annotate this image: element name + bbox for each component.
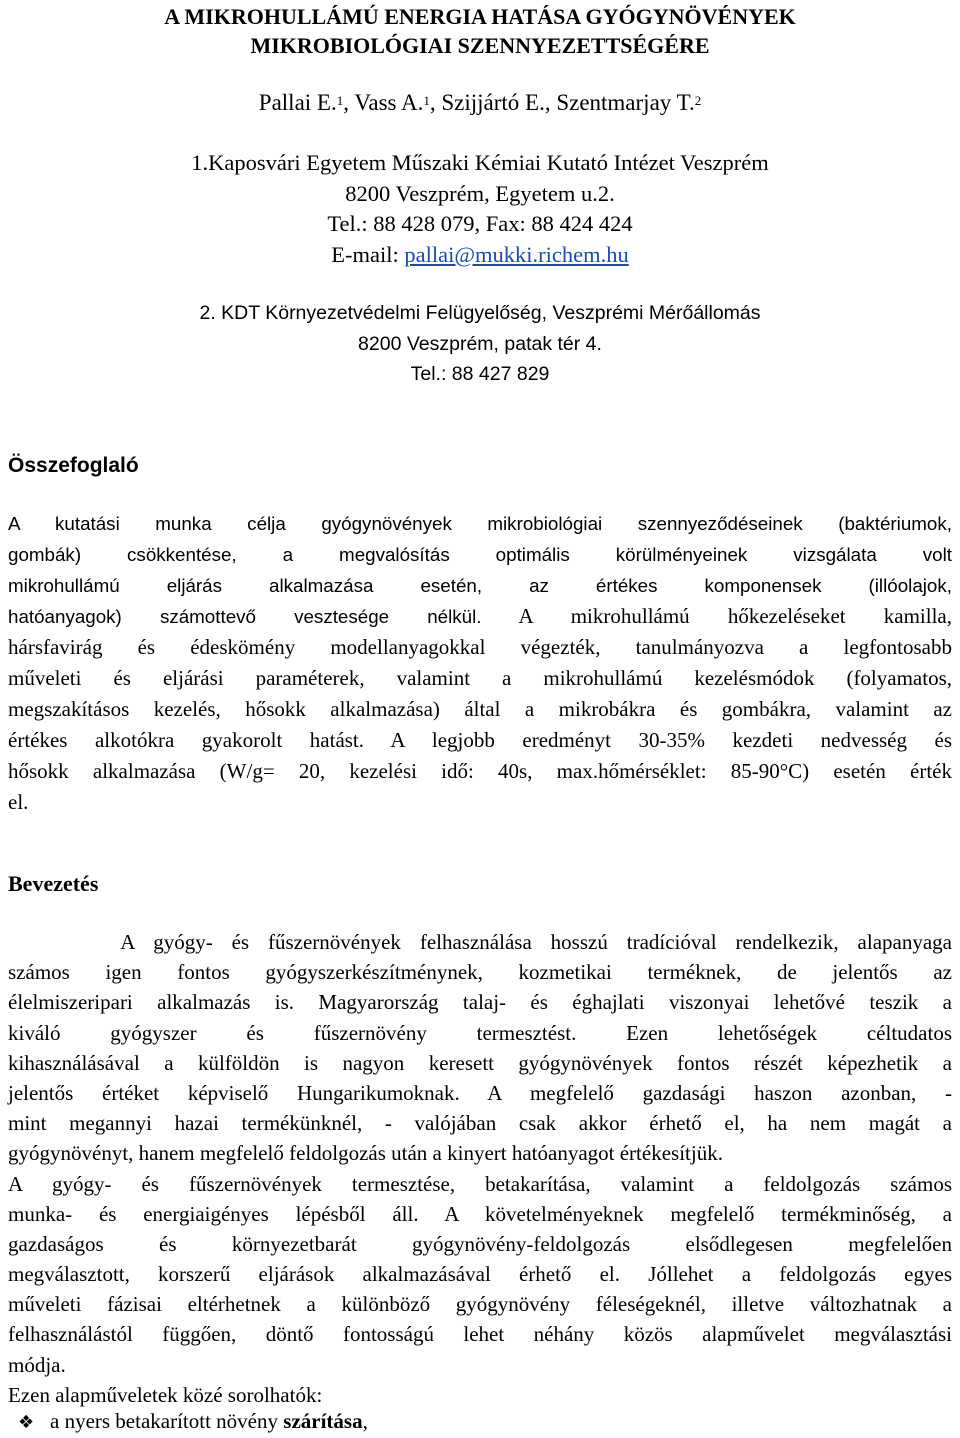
intro-line: Ezen alapműveletek közé sorolhatók: (8, 1382, 323, 1407)
intro-line: jelentős értéket képviselő Hungarikumoknak. A megfelelő gazdasági haszon azonban, - (8, 1080, 952, 1105)
abstract-line: gombák) csökkentése, a megvalósítás optimális körülményeinek vizsgálata volt (8, 544, 952, 565)
intro-line: élelmiszeripari alkalmazás is. Magyarország talaj- és éghajlati viszonyai lehetővé teszik a (8, 990, 952, 1015)
bullet-item (18, 1406, 368, 1438)
abstract-line: mikrohullámú eljárás alkalmazása esetén, az értékes komponensek (illóolajok, (8, 575, 952, 596)
abstract-line: hősokk alkalmazása (W/g= 20, kezelési idő: 40s, max.hőmérséklet: 85-90°C) esetén érték (8, 759, 952, 783)
intro-line: kiváló gyógyszer és fűszernövény termesztést. Ezen lehetőségek céltudatos (8, 1020, 952, 1045)
affiliation-1 (0, 148, 960, 270)
author-1: Pallai E. (258, 90, 337, 115)
abstract-line: megszakításos kezelés, hősokk alkalmazása) által a mikrobákra és gombákra, valamint az (8, 697, 952, 721)
author-2-affiliation: 1 (423, 93, 430, 108)
intro-heading: Bevezetés (8, 871, 99, 896)
intro-line: számos igen fontos gyógyszerkészítménynek, kozmetikai terméknek, de jelentős az (8, 960, 952, 985)
intro-body (8, 927, 952, 1410)
bullet-bold-text: szárítása (283, 1409, 363, 1433)
abstract-line: hársfavirág és édeskömény modellanyagokkal végezték, tanulmányozva a legfontosabb (8, 635, 952, 659)
authors-rest: , Szijjártó E., Szentmarjay T. (429, 90, 695, 115)
diamond-bullet-icon: ❖ (18, 1412, 35, 1433)
author-list (0, 88, 960, 118)
abstract-line-4-start: hatóanyagok) számottevő vesztesége nélkül. (8, 606, 482, 627)
intro-line: műveleti fázisai eltérhetnek a különböző gyógynövény féleségeknél, illetve változhatnak a (8, 1292, 952, 1317)
affiliation-2-line-2: 8200 Veszprém, patak tér 4. (358, 332, 602, 355)
abstract-line: el. (8, 790, 29, 814)
abstract-line-4-end: A mikrohullámú hőkezeléseket kamilla, (481, 604, 952, 628)
title-line-1: A MIKROHULLÁMÚ ENERGIA HATÁSA GYÓGYNÖVÉNYEK (164, 4, 796, 29)
abstract-line (8, 601, 952, 632)
intro-line: munka- és energiaigényes lépésből áll. A követelményeknek megfelelő termékminőség, a (8, 1201, 952, 1226)
intro-line: kihasználásával a külföldön is nagyon keresett gyógynövények fontos részét képezhetik a (8, 1050, 952, 1075)
intro-line: mint megannyi hazai termékünknél, - valójában csak akkor érhető el, ha nem magát a (8, 1111, 952, 1136)
author-2: , Vass A. (343, 90, 424, 115)
abstract-line: értékes alkotókra gyakorolt hatást. A legjobb eredményt 30-35% kezdeti nedvesség és (8, 728, 952, 752)
affiliation-1-line-1: 1.Kaposvári Egyetem Műszaki Kémiai Kutató Intézet Veszprém (191, 150, 769, 175)
affiliation-1-line-3: Tel.: 88 428 079, Fax: 88 424 424 (327, 211, 633, 236)
intro-line: megválasztott, korszerű eljárások alkalmazásával érhető el. Jóllehet a feldolgozás egyes (8, 1262, 952, 1287)
title-line-2: MIKROBIOLÓGIAI SZENNYEZETTSÉGÉRE (250, 33, 710, 58)
affiliation-1-email-line (0, 240, 960, 271)
abstract-line: A kutatási munka célja gyógynövények mikrobiológiai szennyeződéseinek (baktériumok, (8, 513, 952, 534)
abstract-line: műveleti és eljárási paraméterek, valamint a mikrohullámú kezelésmódok (folyamatos, (8, 666, 952, 690)
affiliation-2-line-3: Tel.: 88 427 829 (410, 363, 550, 385)
intro-line: A gyógy- és fűszernövények felhasználása hosszú tradícióval rendelkezik, alapanyaga (8, 930, 952, 954)
abstract-heading: Összefoglaló (8, 454, 139, 477)
author-4-affiliation: 2 (694, 93, 702, 108)
affiliation-2-line-1: 2. KDT Környezetvédelmi Felügyelőség, Veszprémi Mérőállomás (199, 302, 761, 324)
intro-line: felhasználástól függően, döntő fontosságú lehet néhány közös alapművelet megválasztási (8, 1322, 952, 1347)
intro-line: A gyógy- és fűszernövények termesztése, betakarítása, valamint a feldolgozás számos (8, 1171, 952, 1196)
email-label: E-mail: (331, 241, 405, 267)
paper-title (0, 2, 960, 60)
author-1-affiliation: 1 (336, 93, 344, 108)
bullet-text: a nyers betakarított növény (50, 1409, 284, 1433)
affiliation-1-line-2: 8200 Veszprém, Egyetem u.2. (345, 180, 615, 206)
bullet-tail: , (362, 1409, 368, 1433)
email-link[interactable]: pallai@mukki.richem.hu (404, 241, 629, 267)
intro-line: gazdaságos és környezetbarát gyógynövény-feldolgozás elsődlegesen megfelelően (8, 1231, 952, 1256)
affiliation-2 (0, 298, 960, 390)
intro-line: gyógynövényt, hanem megfelelő feldolgozás után a kinyert hatóanyagot értékesítjük. (8, 1141, 723, 1166)
abstract-body (8, 508, 952, 818)
intro-line: módja. (8, 1352, 66, 1377)
